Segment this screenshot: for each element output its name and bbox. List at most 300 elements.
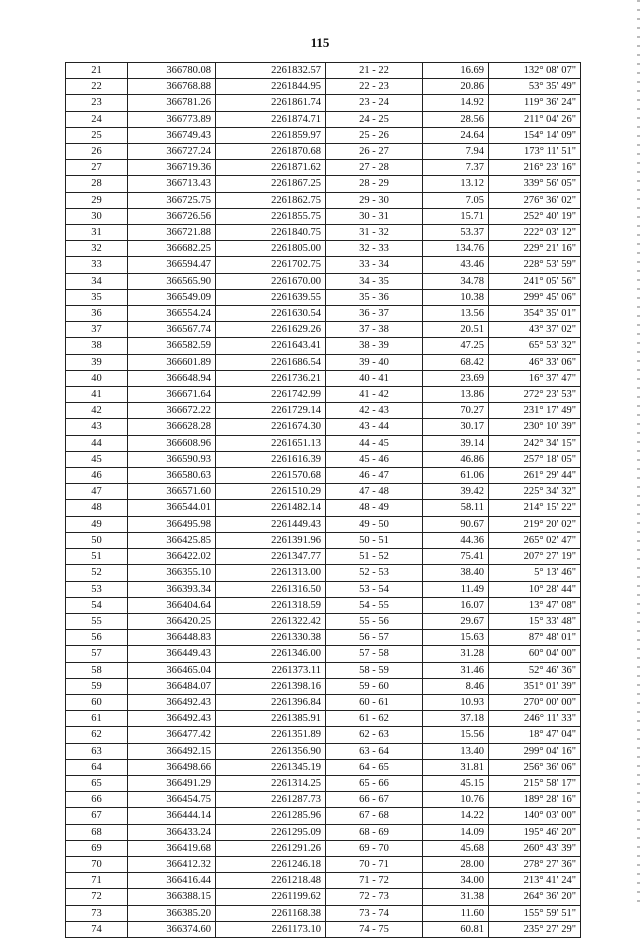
y-coordinate-cell: 2261702.75	[216, 257, 326, 273]
length-cell: 31.28	[423, 646, 489, 662]
y-coordinate-cell: 2261861.74	[216, 95, 326, 111]
bearing-cell: 173° 11' 51"	[489, 144, 581, 160]
x-coordinate-cell: 366749.43	[128, 127, 216, 143]
point-number-cell: 47	[66, 484, 128, 500]
table-row	[66, 630, 581, 646]
point-number-cell: 54	[66, 597, 128, 613]
segment-cell: 49 - 50	[326, 516, 423, 532]
bearing-cell: 132° 08' 07"	[489, 63, 581, 79]
segment-cell: 24 - 25	[326, 111, 423, 127]
table-row	[66, 759, 581, 775]
segment-cell: 64 - 65	[326, 759, 423, 775]
table-row	[66, 127, 581, 143]
bearing-cell: 354° 35' 01"	[489, 306, 581, 322]
y-coordinate-cell: 2261736.21	[216, 370, 326, 386]
length-cell: 45.68	[423, 840, 489, 856]
y-coordinate-cell: 2261285.96	[216, 808, 326, 824]
y-coordinate-cell: 2261351.89	[216, 727, 326, 743]
length-cell: 14.92	[423, 95, 489, 111]
length-cell: 75.41	[423, 549, 489, 565]
y-coordinate-cell: 2261373.11	[216, 662, 326, 678]
bearing-cell: 16° 37' 47"	[489, 370, 581, 386]
x-coordinate-cell: 366492.43	[128, 694, 216, 710]
length-cell: 61.06	[423, 468, 489, 484]
y-coordinate-cell: 2261874.71	[216, 111, 326, 127]
length-cell: 39.42	[423, 484, 489, 500]
point-number-cell: 70	[66, 856, 128, 872]
y-coordinate-cell: 2261345.19	[216, 759, 326, 775]
x-coordinate-cell: 366781.26	[128, 95, 216, 111]
segment-cell: 29 - 30	[326, 192, 423, 208]
point-number-cell: 21	[66, 63, 128, 79]
point-number-cell: 24	[66, 111, 128, 127]
bearing-cell: 299° 45' 06"	[489, 289, 581, 305]
bearing-cell: 231° 17' 49"	[489, 403, 581, 419]
table-row	[66, 808, 581, 824]
y-coordinate-cell: 2261686.54	[216, 354, 326, 370]
segment-cell: 40 - 41	[326, 370, 423, 386]
table-row	[66, 79, 581, 95]
x-coordinate-cell: 366419.68	[128, 840, 216, 856]
y-coordinate-cell: 2261314.25	[216, 775, 326, 791]
segment-cell: 57 - 58	[326, 646, 423, 662]
point-number-cell: 45	[66, 451, 128, 467]
segment-cell: 36 - 37	[326, 306, 423, 322]
point-number-cell: 46	[66, 468, 128, 484]
table-row	[66, 694, 581, 710]
bearing-cell: 10° 28' 44"	[489, 581, 581, 597]
y-coordinate-cell: 2261629.26	[216, 322, 326, 338]
x-coordinate-cell: 366422.02	[128, 549, 216, 565]
x-coordinate-cell: 366594.47	[128, 257, 216, 273]
x-coordinate-cell: 366773.89	[128, 111, 216, 127]
segment-cell: 31 - 32	[326, 225, 423, 241]
segment-cell: 28 - 29	[326, 176, 423, 192]
segment-cell: 70 - 71	[326, 856, 423, 872]
length-cell: 90.67	[423, 516, 489, 532]
table-row	[66, 646, 581, 662]
x-coordinate-cell: 366355.10	[128, 565, 216, 581]
point-number-cell: 56	[66, 630, 128, 646]
segment-cell: 62 - 63	[326, 727, 423, 743]
length-cell: 68.42	[423, 354, 489, 370]
bearing-cell: 246° 11' 33"	[489, 711, 581, 727]
segment-cell: 60 - 61	[326, 694, 423, 710]
table-row	[66, 160, 581, 176]
point-number-cell: 60	[66, 694, 128, 710]
table-row	[66, 532, 581, 548]
y-coordinate-cell: 2261670.00	[216, 273, 326, 289]
x-coordinate-cell: 366768.88	[128, 79, 216, 95]
point-number-cell: 61	[66, 711, 128, 727]
length-cell: 20.86	[423, 79, 489, 95]
x-coordinate-cell: 366484.07	[128, 678, 216, 694]
segment-cell: 43 - 44	[326, 419, 423, 435]
table-row	[66, 370, 581, 386]
bearing-cell: 214° 15' 22"	[489, 500, 581, 516]
y-coordinate-cell: 2261867.25	[216, 176, 326, 192]
table-row	[66, 613, 581, 629]
table-row	[66, 95, 581, 111]
y-coordinate-cell: 2261643.41	[216, 338, 326, 354]
bearing-cell: 154° 14' 09"	[489, 127, 581, 143]
y-coordinate-cell: 2261398.16	[216, 678, 326, 694]
point-number-cell: 31	[66, 225, 128, 241]
length-cell: 43.46	[423, 257, 489, 273]
length-cell: 14.09	[423, 824, 489, 840]
segment-cell: 69 - 70	[326, 840, 423, 856]
length-cell: 45.15	[423, 775, 489, 791]
length-cell: 29.67	[423, 613, 489, 629]
segment-cell: 48 - 49	[326, 500, 423, 516]
bearing-cell: 228° 53' 59"	[489, 257, 581, 273]
bearing-cell: 215° 58' 17"	[489, 775, 581, 791]
x-coordinate-cell: 366713.43	[128, 176, 216, 192]
table-row	[66, 176, 581, 192]
length-cell: 15.63	[423, 630, 489, 646]
segment-cell: 54 - 55	[326, 597, 423, 613]
segment-cell: 66 - 67	[326, 792, 423, 808]
x-coordinate-cell: 366425.85	[128, 532, 216, 548]
bearing-cell: 211° 04' 26"	[489, 111, 581, 127]
bearing-cell: 87° 48' 01"	[489, 630, 581, 646]
table-row	[66, 435, 581, 451]
x-coordinate-cell: 366590.93	[128, 451, 216, 467]
table-row	[66, 192, 581, 208]
length-cell: 46.86	[423, 451, 489, 467]
segment-cell: 21 - 22	[326, 63, 423, 79]
point-number-cell: 59	[66, 678, 128, 694]
y-coordinate-cell: 2261173.10	[216, 921, 326, 937]
table-row	[66, 743, 581, 759]
bearing-cell: 230° 10' 39"	[489, 419, 581, 435]
point-number-cell: 28	[66, 176, 128, 192]
x-coordinate-cell: 366601.89	[128, 354, 216, 370]
bearing-cell: 65° 53' 32"	[489, 338, 581, 354]
segment-cell: 68 - 69	[326, 824, 423, 840]
segment-cell: 51 - 52	[326, 549, 423, 565]
x-coordinate-cell: 366477.42	[128, 727, 216, 743]
bearing-cell: 189° 28' 16"	[489, 792, 581, 808]
table-row	[66, 273, 581, 289]
y-coordinate-cell: 2261246.18	[216, 856, 326, 872]
point-number-cell: 57	[66, 646, 128, 662]
point-number-cell: 36	[66, 306, 128, 322]
segment-cell: 52 - 53	[326, 565, 423, 581]
bearing-cell: 15° 33' 48"	[489, 613, 581, 629]
x-coordinate-cell: 366491.29	[128, 775, 216, 791]
x-coordinate-cell: 366672.22	[128, 403, 216, 419]
y-coordinate-cell: 2261570.68	[216, 468, 326, 484]
length-cell: 60.81	[423, 921, 489, 937]
x-coordinate-cell: 366648.94	[128, 370, 216, 386]
y-coordinate-cell: 2261218.48	[216, 873, 326, 889]
y-coordinate-cell: 2261313.00	[216, 565, 326, 581]
y-coordinate-cell: 2261295.09	[216, 824, 326, 840]
segment-cell: 32 - 33	[326, 241, 423, 257]
y-coordinate-cell: 2261840.75	[216, 225, 326, 241]
x-coordinate-cell: 366454.75	[128, 792, 216, 808]
y-coordinate-cell: 2261346.00	[216, 646, 326, 662]
length-cell: 24.64	[423, 127, 489, 143]
point-number-cell: 72	[66, 889, 128, 905]
bearing-cell: 351° 01' 39"	[489, 678, 581, 694]
table-row	[66, 581, 581, 597]
point-number-cell: 41	[66, 387, 128, 403]
point-number-cell: 66	[66, 792, 128, 808]
x-coordinate-cell: 366385.20	[128, 905, 216, 921]
table-row	[66, 921, 581, 937]
bearing-cell: 252° 40' 19"	[489, 208, 581, 224]
x-coordinate-cell: 366449.43	[128, 646, 216, 662]
segment-cell: 26 - 27	[326, 144, 423, 160]
table-row	[66, 322, 581, 338]
length-cell: 10.76	[423, 792, 489, 808]
length-cell: 15.56	[423, 727, 489, 743]
length-cell: 31.38	[423, 889, 489, 905]
segment-cell: 46 - 47	[326, 468, 423, 484]
segment-cell: 71 - 72	[326, 873, 423, 889]
segment-cell: 47 - 48	[326, 484, 423, 500]
table-row	[66, 111, 581, 127]
point-number-cell: 64	[66, 759, 128, 775]
length-cell: 7.05	[423, 192, 489, 208]
x-coordinate-cell: 366416.44	[128, 873, 216, 889]
x-coordinate-cell: 366448.83	[128, 630, 216, 646]
length-cell: 20.51	[423, 322, 489, 338]
y-coordinate-cell: 2261322.42	[216, 613, 326, 629]
length-cell: 11.60	[423, 905, 489, 921]
page-number: 115	[310, 35, 330, 50]
y-coordinate-cell: 2261870.68	[216, 144, 326, 160]
y-coordinate-cell: 2261199.62	[216, 889, 326, 905]
bearing-cell: 235° 27' 29"	[489, 921, 581, 937]
length-cell: 16.07	[423, 597, 489, 613]
table-row	[66, 306, 581, 322]
length-cell: 14.22	[423, 808, 489, 824]
y-coordinate-cell: 2261396.84	[216, 694, 326, 710]
table-row	[66, 338, 581, 354]
table-row	[66, 419, 581, 435]
x-coordinate-cell: 366495.98	[128, 516, 216, 532]
point-number-cell: 68	[66, 824, 128, 840]
x-coordinate-cell: 366725.75	[128, 192, 216, 208]
bearing-cell: 18° 47' 04"	[489, 727, 581, 743]
table-row	[66, 824, 581, 840]
y-coordinate-cell: 2261871.62	[216, 160, 326, 176]
length-cell: 13.86	[423, 387, 489, 403]
bearing-cell: 339° 56' 05"	[489, 176, 581, 192]
bearing-cell: 299° 04' 16"	[489, 743, 581, 759]
table-row	[66, 289, 581, 305]
table-row	[66, 549, 581, 565]
bearing-cell: 13° 47' 08"	[489, 597, 581, 613]
y-coordinate-cell: 2261832.57	[216, 63, 326, 79]
point-number-cell: 55	[66, 613, 128, 629]
bearing-cell: 222° 03' 12"	[489, 225, 581, 241]
x-coordinate-cell: 366571.60	[128, 484, 216, 500]
x-coordinate-cell: 366433.24	[128, 824, 216, 840]
x-coordinate-cell: 366726.56	[128, 208, 216, 224]
length-cell: 10.93	[423, 694, 489, 710]
length-cell: 28.56	[423, 111, 489, 127]
x-coordinate-cell: 366444.14	[128, 808, 216, 824]
length-cell: 11.49	[423, 581, 489, 597]
x-coordinate-cell: 366388.15	[128, 889, 216, 905]
segment-cell: 23 - 24	[326, 95, 423, 111]
table-row	[66, 516, 581, 532]
segment-cell: 41 - 42	[326, 387, 423, 403]
y-coordinate-cell: 2261316.50	[216, 581, 326, 597]
length-cell: 7.37	[423, 160, 489, 176]
point-number-cell: 22	[66, 79, 128, 95]
bearing-cell: 140° 03' 00"	[489, 808, 581, 824]
bearing-cell: 52° 46' 36"	[489, 662, 581, 678]
bearing-cell: 213° 41' 24"	[489, 873, 581, 889]
y-coordinate-cell: 2261385.91	[216, 711, 326, 727]
bearing-cell: 270° 00' 00"	[489, 694, 581, 710]
point-number-cell: 67	[66, 808, 128, 824]
segment-cell: 50 - 51	[326, 532, 423, 548]
x-coordinate-cell: 366465.04	[128, 662, 216, 678]
table-row	[66, 225, 581, 241]
y-coordinate-cell: 2261742.99	[216, 387, 326, 403]
x-coordinate-cell: 366412.32	[128, 856, 216, 872]
segment-cell: 42 - 43	[326, 403, 423, 419]
table-row	[66, 727, 581, 743]
x-coordinate-cell: 366492.15	[128, 743, 216, 759]
bearing-cell: 155° 59' 51"	[489, 905, 581, 921]
segment-cell: 53 - 54	[326, 581, 423, 597]
table-row	[66, 905, 581, 921]
point-number-cell: 23	[66, 95, 128, 111]
length-cell: 38.40	[423, 565, 489, 581]
bearing-cell: 53° 35' 49"	[489, 79, 581, 95]
bearing-cell: 225° 34' 32"	[489, 484, 581, 500]
y-coordinate-cell: 2261805.00	[216, 241, 326, 257]
segment-cell: 56 - 57	[326, 630, 423, 646]
point-number-cell: 51	[66, 549, 128, 565]
bearing-cell: 219° 20' 02"	[489, 516, 581, 532]
length-cell: 16.69	[423, 63, 489, 79]
x-coordinate-cell: 366544.01	[128, 500, 216, 516]
table-body	[66, 63, 581, 938]
length-cell: 39.14	[423, 435, 489, 451]
point-number-cell: 27	[66, 160, 128, 176]
bearing-cell: 260° 43' 39"	[489, 840, 581, 856]
y-coordinate-cell: 2261291.26	[216, 840, 326, 856]
point-number-cell: 69	[66, 840, 128, 856]
bearing-cell: 264° 36' 20"	[489, 889, 581, 905]
table-row	[66, 889, 581, 905]
segment-cell: 33 - 34	[326, 257, 423, 273]
length-cell: 28.00	[423, 856, 489, 872]
length-cell: 8.46	[423, 678, 489, 694]
table-row	[66, 840, 581, 856]
table-row	[66, 678, 581, 694]
y-coordinate-cell: 2261391.96	[216, 532, 326, 548]
bearing-cell: 241° 05' 56"	[489, 273, 581, 289]
x-coordinate-cell: 366492.43	[128, 711, 216, 727]
length-cell: 44.36	[423, 532, 489, 548]
y-coordinate-cell: 2261844.95	[216, 79, 326, 95]
segment-cell: 67 - 68	[326, 808, 423, 824]
table-row	[66, 662, 581, 678]
bearing-cell: 242° 34' 15"	[489, 435, 581, 451]
x-coordinate-cell: 366628.28	[128, 419, 216, 435]
length-cell: 13.56	[423, 306, 489, 322]
point-number-cell: 39	[66, 354, 128, 370]
length-cell: 53.37	[423, 225, 489, 241]
point-number-cell: 73	[66, 905, 128, 921]
x-coordinate-cell: 366721.88	[128, 225, 216, 241]
y-coordinate-cell: 2261651.13	[216, 435, 326, 451]
bearing-cell: 5° 13' 46"	[489, 565, 581, 581]
table-row	[66, 468, 581, 484]
segment-cell: 37 - 38	[326, 322, 423, 338]
x-coordinate-cell: 366780.08	[128, 63, 216, 79]
survey-coordinates-table	[65, 62, 581, 938]
length-cell: 31.46	[423, 662, 489, 678]
y-coordinate-cell: 2261168.38	[216, 905, 326, 921]
segment-cell: 30 - 31	[326, 208, 423, 224]
bearing-cell: 43° 37' 02"	[489, 322, 581, 338]
point-number-cell: 65	[66, 775, 128, 791]
y-coordinate-cell: 2261616.39	[216, 451, 326, 467]
y-coordinate-cell: 2261855.75	[216, 208, 326, 224]
bearing-cell: 207° 27' 19"	[489, 549, 581, 565]
x-coordinate-cell: 366565.90	[128, 273, 216, 289]
point-number-cell: 34	[66, 273, 128, 289]
y-coordinate-cell: 2261510.29	[216, 484, 326, 500]
point-number-cell: 58	[66, 662, 128, 678]
x-coordinate-cell: 366582.59	[128, 338, 216, 354]
length-cell: 134.76	[423, 241, 489, 257]
segment-cell: 35 - 36	[326, 289, 423, 305]
y-coordinate-cell: 2261859.97	[216, 127, 326, 143]
point-number-cell: 49	[66, 516, 128, 532]
point-number-cell: 44	[66, 435, 128, 451]
segment-cell: 74 - 75	[326, 921, 423, 937]
x-coordinate-cell: 366671.64	[128, 387, 216, 403]
length-cell: 13.40	[423, 743, 489, 759]
table-row	[66, 63, 581, 79]
table-row	[66, 387, 581, 403]
segment-cell: 27 - 28	[326, 160, 423, 176]
point-number-cell: 52	[66, 565, 128, 581]
length-cell: 34.78	[423, 273, 489, 289]
segment-cell: 65 - 66	[326, 775, 423, 791]
x-coordinate-cell: 366420.25	[128, 613, 216, 629]
x-coordinate-cell: 366727.24	[128, 144, 216, 160]
y-coordinate-cell: 2261630.54	[216, 306, 326, 322]
bearing-cell: 278° 27' 36"	[489, 856, 581, 872]
segment-cell: 58 - 59	[326, 662, 423, 678]
point-number-cell: 35	[66, 289, 128, 305]
table-row	[66, 792, 581, 808]
y-coordinate-cell: 2261449.43	[216, 516, 326, 532]
segment-cell: 45 - 46	[326, 451, 423, 467]
segment-cell: 39 - 40	[326, 354, 423, 370]
point-number-cell: 63	[66, 743, 128, 759]
y-coordinate-cell: 2261674.30	[216, 419, 326, 435]
table-row	[66, 856, 581, 872]
table-row	[66, 873, 581, 889]
bearing-cell: 195° 46' 20"	[489, 824, 581, 840]
bearing-cell: 60° 04' 00"	[489, 646, 581, 662]
point-number-cell: 53	[66, 581, 128, 597]
segment-cell: 55 - 56	[326, 613, 423, 629]
